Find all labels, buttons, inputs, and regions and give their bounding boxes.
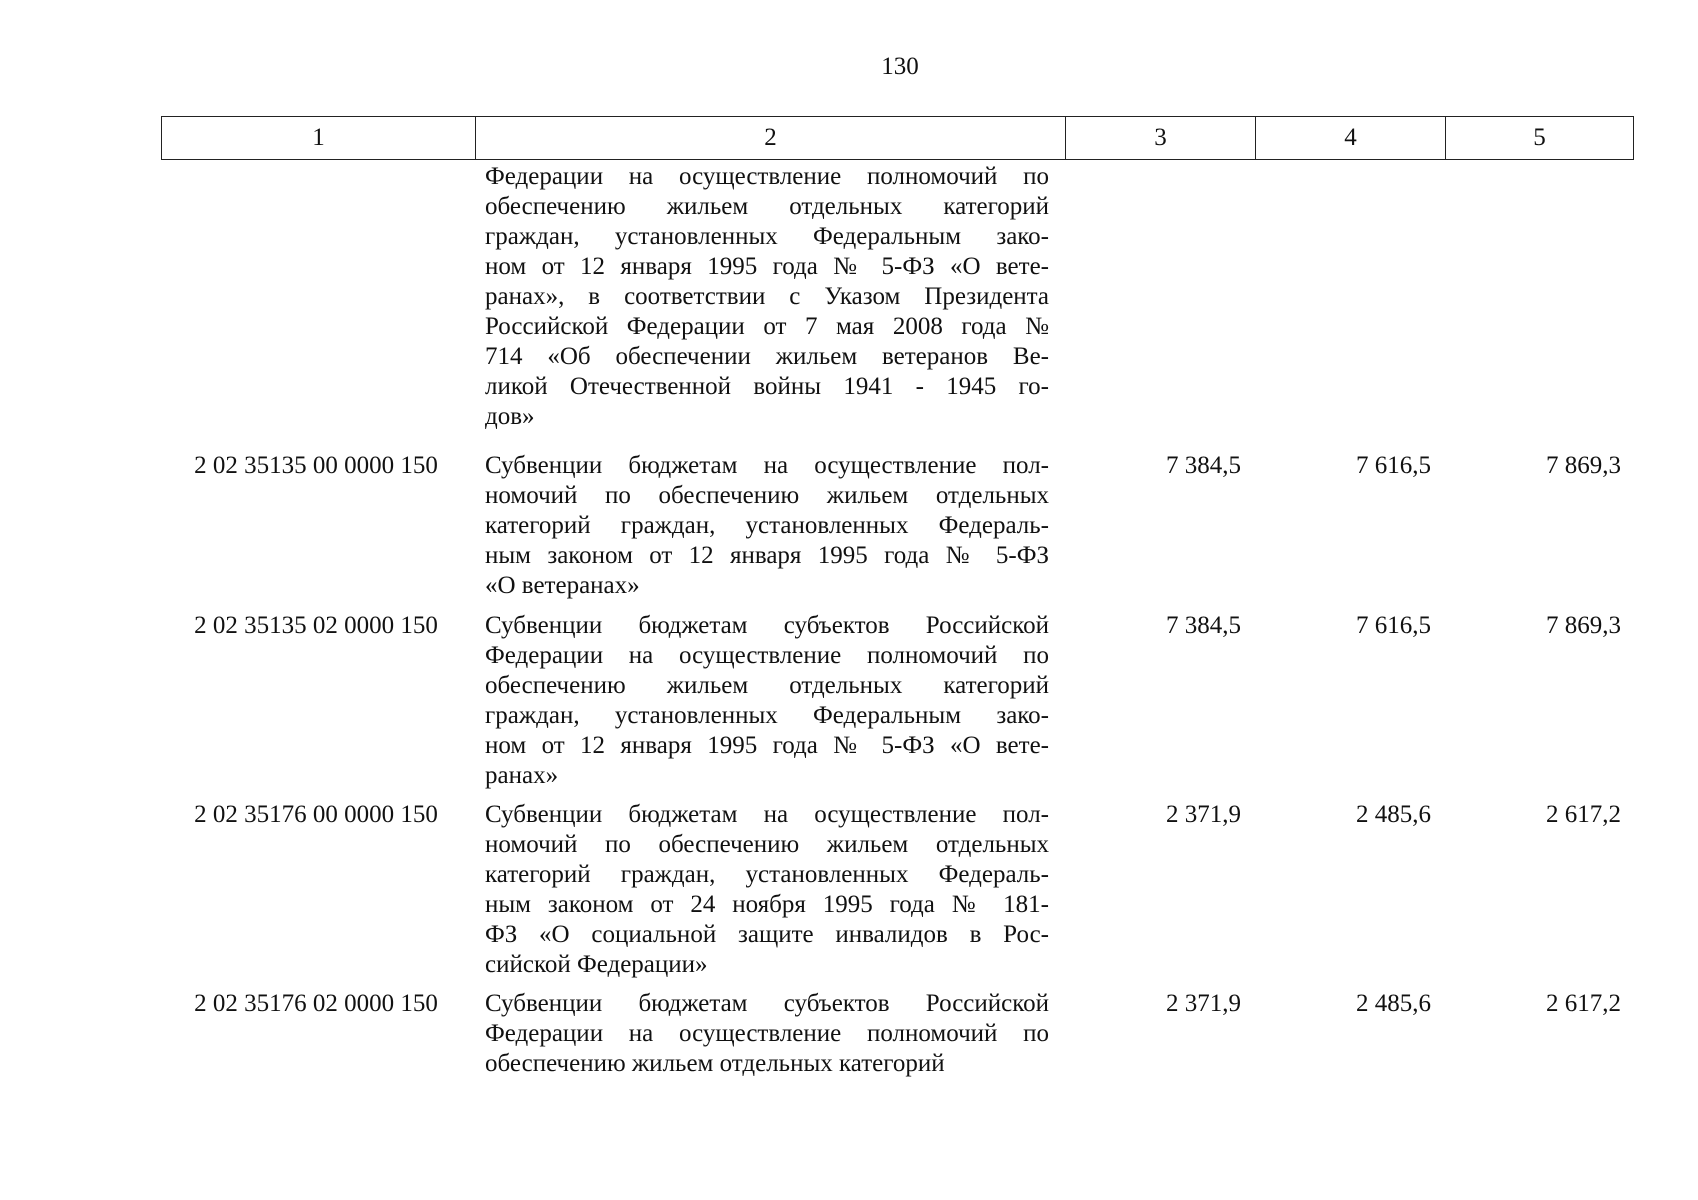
header-col-5: 5	[1446, 117, 1634, 160]
row-value-col-4: 7 616,5	[1356, 612, 1431, 639]
description-line: дов»	[485, 403, 535, 430]
row-code: 2 02 35176 00 0000 150	[194, 801, 438, 828]
table-header	[161, 116, 1634, 160]
description-line: Федерации на осуществление полномочий по	[485, 1020, 1049, 1047]
row-code: 2 02 35135 02 0000 150	[194, 612, 438, 639]
description-line: категорий граждан, установленных Федераль-	[485, 861, 1049, 888]
row-value-col-5: 2 617,2	[1546, 990, 1621, 1017]
table-row	[161, 162, 1633, 432]
row-value-col-3: 7 384,5	[1166, 612, 1241, 639]
description-line: обеспечению жильем отдельных категорий	[485, 193, 1049, 220]
description-line: обеспечению жильем отдельных категорий	[485, 672, 1049, 699]
row-value-col-5: 7 869,3	[1546, 612, 1621, 639]
description-line: категорий граждан, установленных Федераль-	[485, 512, 1049, 539]
description-line: Субвенции бюджетам субъектов Российской	[485, 990, 1049, 1017]
description-line: Субвенции бюджетам субъектов Российской	[485, 612, 1049, 639]
table-row	[161, 451, 1633, 601]
row-code: 2 02 35135 00 0000 150	[194, 452, 438, 479]
row-description	[485, 611, 1049, 791]
description-line: Субвенции бюджетам на осуществление пол-	[485, 801, 1049, 828]
row-code: 2 02 35176 02 0000 150	[194, 990, 438, 1017]
description-line: «О ветеранах»	[485, 572, 640, 599]
header-col-3: 3	[1066, 117, 1256, 160]
description-line: граждан, установленных Федеральным зако-	[485, 223, 1049, 250]
header-col-2: 2	[476, 117, 1066, 160]
description-line: ном от 12 января 1995 года № 5-ФЗ «О вете-	[485, 253, 1049, 280]
description-line: Субвенции бюджетам на осуществление пол-	[485, 452, 1049, 479]
description-line: граждан, установленных Федеральным зако-	[485, 702, 1049, 729]
description-line: номочий по обеспечению жильем отдельных	[485, 831, 1049, 858]
description-line: ФЗ «О социальной защите инвалидов в Рос-	[485, 921, 1049, 948]
row-value-col-3: 2 371,9	[1166, 990, 1241, 1017]
description-line: 714 «Об обеспечении жильем ветеранов Ве-	[485, 343, 1049, 370]
row-value-col-4: 2 485,6	[1356, 801, 1431, 828]
description-line: ным законом от 12 января 1995 года № 5-ФЗ	[485, 542, 1049, 569]
description-line: номочий по обеспечению жильем отдельных	[485, 482, 1049, 509]
row-value-col-3: 2 371,9	[1166, 801, 1241, 828]
row-value-col-5: 7 869,3	[1546, 452, 1621, 479]
page-number: 130	[881, 53, 919, 80]
row-description	[485, 800, 1049, 980]
table-row	[161, 989, 1633, 1079]
row-value-col-4: 7 616,5	[1356, 452, 1431, 479]
description-line: ным законом от 24 ноября 1995 года № 181-	[485, 891, 1049, 918]
description-line: ранах», в соответствии с Указом Президента	[485, 283, 1049, 310]
header-col-4: 4	[1256, 117, 1446, 160]
header-row	[162, 117, 1634, 160]
row-description	[485, 162, 1049, 432]
row-description	[485, 989, 1049, 1079]
description-line: обеспечению жильем отдельных категорий	[485, 1050, 945, 1077]
description-line: ранах»	[485, 762, 559, 789]
description-line: Российской Федерации от 7 мая 2008 года №	[485, 313, 1049, 340]
description-line: Федерации на осуществление полномочий по	[485, 642, 1049, 669]
header-col-1: 1	[162, 117, 476, 160]
table-row	[161, 800, 1633, 980]
description-line: сийской Федерации»	[485, 951, 708, 978]
description-line: Федерации на осуществление полномочий по	[485, 163, 1049, 190]
row-value-col-3: 7 384,5	[1166, 452, 1241, 479]
row-value-col-5: 2 617,2	[1546, 801, 1621, 828]
row-value-col-4: 2 485,6	[1356, 990, 1431, 1017]
description-line: ликой Отечественной войны 1941 - 1945 го-	[485, 373, 1049, 400]
description-line: ном от 12 января 1995 года № 5-ФЗ «О вете-	[485, 732, 1049, 759]
table-row	[161, 611, 1633, 791]
row-description	[485, 451, 1049, 601]
